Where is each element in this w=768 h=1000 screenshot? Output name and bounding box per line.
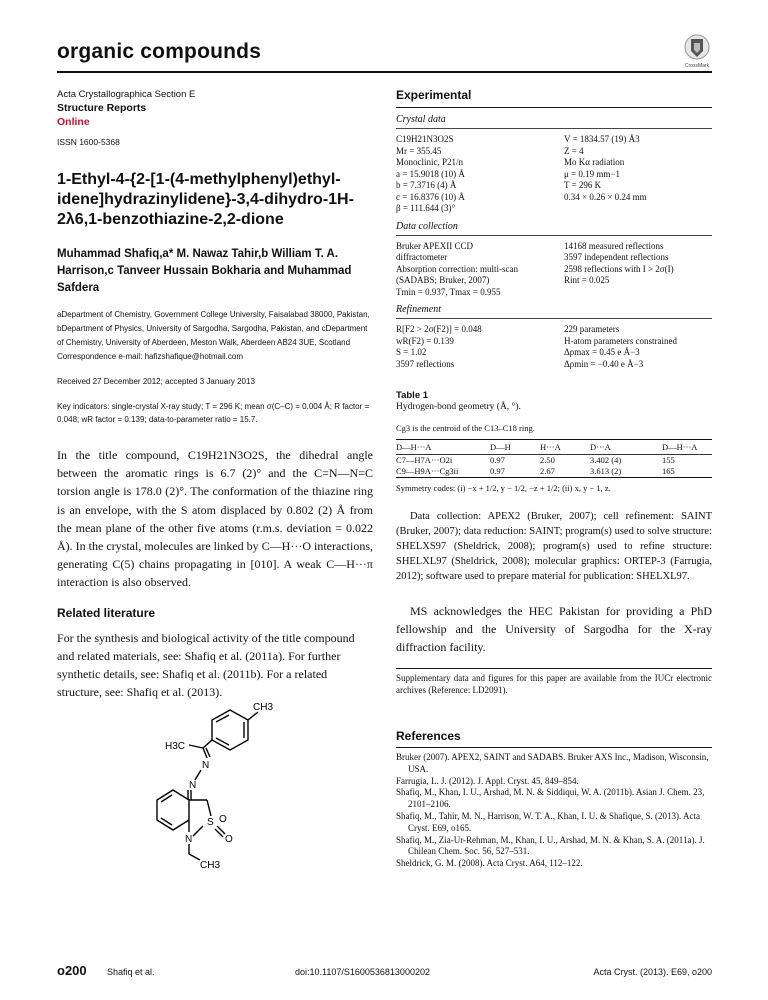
journal-series: Structure Reports (57, 102, 147, 114)
journal-online: Online (57, 116, 90, 128)
atom-ch3-bottom: CH3 (200, 860, 221, 868)
crystal-data: C19H21N3O2S Mr = 355.45 Monoclinic, P21/n a = 15.9018 (10) Å b = 7.3716 (4) Å c = 16.8376 (10) Å β = 111.644 (3)° V = 1834.57 (19) Å3 Z = 4 Mo Kα radiation μ = 0.19 mm−1 T = 296 K 0.34 × 0.26 × 0.24 mm (396, 134, 647, 213)
atom-o2: O (225, 834, 233, 845)
authors: Muhammad Shafiq,a* M. Nawaz Tahir,b William T. A. Harrison,c Tanveer Hussain Bokharia and Muhammad Safdera (57, 248, 352, 294)
table-caption: Hydrogen-bond geometry (Å, °). (396, 402, 521, 412)
section-title: organic compounds (57, 40, 262, 63)
atom-s: S (207, 817, 214, 828)
atom-o1: O (219, 814, 227, 825)
acknowledgement: MS acknowledges the HEC Pakistan for providing a PhD fellowship and the University of Sargodha for the X-ray diffraction facility. (396, 604, 712, 654)
computing-details: Data collection: APEX2 (Bruker, 2007); cell refinement: SAINT (Bruker, 2007); data reduction: SAINT; program(s) used to solve structure: SHELXS97 (Sheldrick, 2008); program(s) used to refine structure: SHELXL97 (Sheldrick, 2008); molecular graphics: ORTEP-3 (Farrugia, 2012); software used to prepare material for publication: SHELXL97. (396, 511, 712, 582)
abstract: In the title compound, C19H21N3O2S, the dihedral angle between the aromatic rings is 6.7 (2)° and the C=N—N=C torsion angle is 178.0 (2)°. The conformation of the thiazine ring is an envelope, with the S atom displaced by 0.802 (2) Å from the mean plane of the other five atoms (r.m.s. deviation = 0.022 Å). In the crystal, molecules are linked by C—H···O interactions, generating C(5) chains propagating in [010]. A weak C—H···π interaction is also observed. (57, 448, 373, 590)
reference-item[interactable]: Shafiq, M., Khan, I. U., Arshad, M. N. & Siddiqui, W. A. (2011b). Asian J. Chem. 23, 2101–2106. (396, 787, 705, 810)
symmetry-codes: Symmetry codes: (i) −x + 1/2, y − 1/2, −z + 1/2; (ii) x, y − 1, z. (396, 483, 611, 493)
reference-item[interactable]: Farrugia, L. J. (2012). J. Appl. Cryst. 45, 849–854. (396, 775, 579, 786)
table-note: Cg3 is the centroid of the C13–C18 ring. (396, 423, 535, 433)
affiliations: aDepartment of Chemistry, Government College University, Faisalabad 38000, Pakistan, bDepartment of Physics, University of Sargodha, Sargodha, Pakistan, and cDepartment of Chemistry, University of Aberdeen, Meston Walk, Aberdeen AB24 3UE, Scotland Correspondence e-mail: hafizshafique@hotmail.com (57, 308, 373, 364)
article-title: 1-Ethyl-4-{2-[1-(4-methylphenyl)ethyl- idene]hydrazinylidene}-3,4-dihydro-1H- 2λ6,1-benzothiazine-2,2-dione (57, 171, 354, 228)
tolyl-ring (212, 710, 248, 750)
svg-text:CrossMark: CrossMark (684, 63, 710, 69)
key-indicators: Key indicators: single-crystal X-ray study; T = 296 K; mean σ(C–C) = 0.004 Å; R factor = 0.048; wR factor = 0.139; data-to-parameter ratio = 15.7. (57, 402, 370, 424)
atom-h3c: H3C (165, 741, 186, 752)
data-collection-heading: Data collection (396, 220, 458, 232)
hydrogen-bond-table (396, 439, 712, 478)
journal-name: Acta Crystallographica Section E (57, 89, 196, 100)
reference-item[interactable]: Bruker (2007). APEX2, SAINT and SADABS. Bruker AXS Inc., Madison, Wisconsin, USA. (396, 752, 709, 774)
received-dates: Received 27 December 2012; accepted 3 January 2013 (57, 377, 255, 386)
top-rule (57, 71, 712, 73)
crystal-data-heading: Crystal data (396, 114, 446, 125)
issn: ISSN 1600-5368 (57, 137, 120, 147)
crossmark-logo[interactable] (682, 33, 712, 69)
atom-ch3-top: CH3 (253, 702, 274, 713)
atom-n1: N (202, 760, 210, 771)
reference-item[interactable]: Shafiq, M., Zia-Ur-Rehman, M., Khan, I. U., Arshad, M. N. & Khan, S. A. (2011a). J. Chilean Chem. Soc. 56, 527–531. (396, 834, 705, 857)
reference-item[interactable]: Sheldrick, G. M. (2008). Acta Cryst. A64, 112–122. (396, 858, 583, 869)
table-row: C9—H9A···Cg3ii 0.97 2.67 3.613 (2) 165 (396, 466, 675, 476)
related-heading: Related literature (57, 605, 156, 620)
experimental-heading: Experimental (396, 88, 472, 102)
experimental-rule (396, 107, 712, 108)
table-row: C7—H7A···O2i 0.97 2.50 3.402 (4) 155 (396, 455, 675, 465)
chemical-structure (145, 698, 285, 868)
right-column (396, 88, 712, 870)
benzo-ring (157, 790, 189, 830)
references-heading: References (396, 729, 461, 743)
footer-doi[interactable]: doi:10.1107/S1600536813000202 (295, 967, 430, 977)
table-header-row: D—H···A D—H H···A D···A D—H···A (396, 440, 712, 455)
reference-list (396, 752, 712, 870)
page-number: o200 (57, 963, 87, 978)
atom-n2: N (189, 780, 197, 791)
supplementary-note: Supplementary data and figures for this paper are available from the IUCr electronic archives (Reference: LD2091). (396, 673, 712, 695)
refinement-heading: Refinement (396, 304, 441, 315)
footer-citation: Acta Cryst. (2013). E69, o200 (593, 967, 712, 977)
left-column (57, 88, 373, 701)
table-title: Table 1 (396, 390, 429, 401)
correspondence[interactable]: Correspondence e-mail: hafizshafique@hotmail.com (57, 352, 243, 361)
atom-n3: N (185, 834, 193, 845)
footer-authors: Shafiq et al. (107, 967, 155, 977)
related-text: For the synthesis and biological activity of the title compound and related materials, see: Shafiq et al. (2011a). For further synthetic details, see: Shafiq et al. (2011b). For a related structure, see: Shafiq et al. (2013). (57, 630, 355, 700)
page-footer (57, 963, 712, 981)
data-collection: Bruker APEXII CCD diffractometer Absorption correction: multi-scan (SADABS; Bruker, 2007) Tmin = 0.937, Tmax = 0.955 14168 measured reflections 3597 independent reflections 2598 reflections with I > 2σ(I) Rint = 0.025 (396, 240, 674, 297)
reference-item[interactable]: Shafiq, M., Tahir, M. N., Harrison, W. T. A., Khan, I. U. & Shafique, S. (2013). Acta Cryst. E69, o165. (396, 810, 700, 833)
refinement-data: R[F2 > 2σ(F2)] = 0.048 wR(F2) = 0.139 S = 1.02 3597 reflections 229 parameters H-atom parameters constrained Δρmax = 0.45 e Å−3 Δρmin = −0.40 e Å−3 (396, 324, 677, 369)
